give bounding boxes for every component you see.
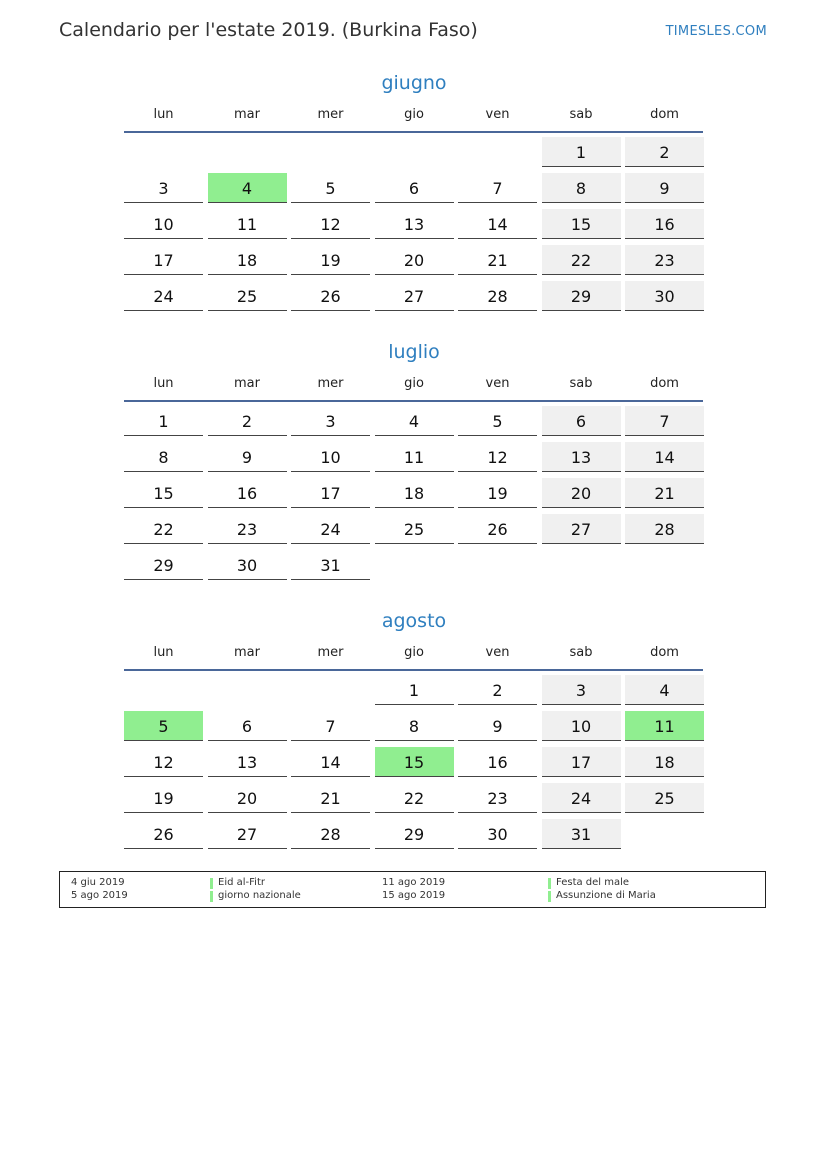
month-august xyxy=(124,607,704,844)
weekday-label: mer xyxy=(317,645,344,660)
day-cell: 4 xyxy=(625,675,704,705)
weekday-label: gio xyxy=(404,645,424,660)
weekday-label: sab xyxy=(569,107,593,122)
day-cell: 3 xyxy=(542,675,621,705)
day-cell: 25 xyxy=(625,783,704,813)
weekday-label: lun xyxy=(153,107,174,122)
day-cell: 6 xyxy=(208,711,287,741)
legend-date: 5 ago 2019 xyxy=(71,890,128,901)
day-cell: 28 xyxy=(291,819,370,849)
header-divider xyxy=(124,131,703,133)
day-cell: 27 xyxy=(208,819,287,849)
weekday-label: lun xyxy=(153,645,174,660)
month-june xyxy=(124,69,704,306)
day-cell: 1 xyxy=(375,675,454,705)
day-cell: 3 xyxy=(291,406,370,436)
day-cell: 21 xyxy=(291,783,370,813)
holiday-day-cell: 11 xyxy=(625,711,704,741)
day-cell: 5 xyxy=(458,406,537,436)
weekday-header-row xyxy=(124,635,704,671)
weekday-label: mar xyxy=(234,645,260,660)
weekday-label: sab xyxy=(569,645,593,660)
month-july xyxy=(124,338,704,575)
legend-holiday-name: Eid al-Fitr xyxy=(218,877,265,888)
day-cell: 9 xyxy=(458,711,537,741)
brand-link[interactable]: TIMESLES.COM xyxy=(665,24,767,39)
day-cell: 16 xyxy=(208,478,287,508)
day-cell: 26 xyxy=(458,514,537,544)
weekday-label: ven xyxy=(485,376,510,391)
day-cell: 11 xyxy=(375,442,454,472)
legend-date: 15 ago 2019 xyxy=(382,890,446,901)
day-cell: 18 xyxy=(375,478,454,508)
day-cell: 5 xyxy=(291,173,370,203)
day-cell: 19 xyxy=(291,245,370,275)
day-cell: 7 xyxy=(458,173,537,203)
day-cell: 13 xyxy=(542,442,621,472)
weekday-label: mar xyxy=(234,107,260,122)
holiday-marker xyxy=(548,891,551,902)
weekday-label: mer xyxy=(317,107,344,122)
day-cell: 26 xyxy=(291,281,370,311)
day-cell: 10 xyxy=(124,209,203,239)
legend-holiday-name: Festa del male xyxy=(556,877,630,888)
day-cell: 28 xyxy=(458,281,537,311)
day-cell: 23 xyxy=(208,514,287,544)
month-title: agosto xyxy=(381,610,447,632)
day-cell: 18 xyxy=(208,245,287,275)
holiday-marker xyxy=(548,878,551,889)
day-cell: 1 xyxy=(124,406,203,436)
day-cell: 20 xyxy=(208,783,287,813)
day-cell: 24 xyxy=(124,281,203,311)
day-cell: 9 xyxy=(208,442,287,472)
day-cell: 30 xyxy=(625,281,704,311)
day-cell: 3 xyxy=(124,173,203,203)
day-cell: 19 xyxy=(458,478,537,508)
day-cell: 12 xyxy=(124,747,203,777)
legend-holiday-name: giorno nazionale xyxy=(218,890,301,901)
day-cell: 23 xyxy=(625,245,704,275)
day-cell: 19 xyxy=(124,783,203,813)
day-cell: 26 xyxy=(124,819,203,849)
weekday-label: gio xyxy=(404,107,424,122)
legend-date: 4 giu 2019 xyxy=(71,877,125,888)
holiday-day-cell: 4 xyxy=(208,173,287,203)
holiday-day-cell: 5 xyxy=(124,711,203,741)
day-cell: 18 xyxy=(625,747,704,777)
day-cell: 22 xyxy=(375,783,454,813)
day-cell: 10 xyxy=(291,442,370,472)
day-cell: 20 xyxy=(375,245,454,275)
day-cell: 10 xyxy=(542,711,621,741)
day-cell: 21 xyxy=(458,245,537,275)
day-cell: 12 xyxy=(291,209,370,239)
day-cell: 2 xyxy=(208,406,287,436)
month-title: luglio xyxy=(388,341,440,363)
holiday-legend xyxy=(59,871,766,908)
day-cell: 21 xyxy=(625,478,704,508)
day-cell: 8 xyxy=(542,173,621,203)
day-cell: 15 xyxy=(124,478,203,508)
day-cell: 12 xyxy=(458,442,537,472)
weekday-header-row xyxy=(124,366,704,402)
day-cell: 25 xyxy=(208,281,287,311)
day-cell: 13 xyxy=(375,209,454,239)
day-cell: 22 xyxy=(124,514,203,544)
day-cell: 14 xyxy=(625,442,704,472)
day-cell: 4 xyxy=(375,406,454,436)
month-title: giugno xyxy=(381,72,447,94)
day-cell: 2 xyxy=(625,137,704,167)
day-cell: 6 xyxy=(375,173,454,203)
weekday-header-row xyxy=(124,97,704,133)
day-cell: 17 xyxy=(542,747,621,777)
day-cell: 24 xyxy=(291,514,370,544)
day-cell: 25 xyxy=(375,514,454,544)
day-cell: 7 xyxy=(625,406,704,436)
day-cell: 1 xyxy=(542,137,621,167)
day-cell: 14 xyxy=(291,747,370,777)
weekday-label: dom xyxy=(650,645,679,660)
legend-holiday-name: Assunzione di Maria xyxy=(556,890,656,901)
weekday-label: dom xyxy=(650,376,679,391)
day-cell: 6 xyxy=(542,406,621,436)
day-cell: 28 xyxy=(625,514,704,544)
day-cell: 29 xyxy=(124,550,203,580)
day-cell: 31 xyxy=(291,550,370,580)
day-cell: 17 xyxy=(291,478,370,508)
day-cell: 17 xyxy=(124,245,203,275)
day-cell: 8 xyxy=(124,442,203,472)
day-cell: 23 xyxy=(458,783,537,813)
holiday-marker xyxy=(210,891,213,902)
day-cell: 27 xyxy=(375,281,454,311)
day-cell: 31 xyxy=(542,819,621,849)
day-cell: 13 xyxy=(208,747,287,777)
weekday-label: mer xyxy=(317,376,344,391)
day-cell: 30 xyxy=(458,819,537,849)
day-cell: 16 xyxy=(625,209,704,239)
day-cell: 29 xyxy=(375,819,454,849)
day-cell: 9 xyxy=(625,173,704,203)
day-cell: 22 xyxy=(542,245,621,275)
header-divider xyxy=(124,400,703,402)
weekday-label: sab xyxy=(569,376,593,391)
day-cell: 2 xyxy=(458,675,537,705)
day-cell: 20 xyxy=(542,478,621,508)
header-divider xyxy=(124,669,703,671)
holiday-day-cell: 15 xyxy=(375,747,454,777)
holiday-marker xyxy=(210,878,213,889)
legend-date: 11 ago 2019 xyxy=(382,877,446,888)
weekday-label: mar xyxy=(234,376,260,391)
weekday-label: gio xyxy=(404,376,424,391)
weekday-label: ven xyxy=(485,645,510,660)
day-cell: 24 xyxy=(542,783,621,813)
weekday-label: ven xyxy=(485,107,510,122)
day-cell: 30 xyxy=(208,550,287,580)
day-cell: 16 xyxy=(458,747,537,777)
day-cell: 29 xyxy=(542,281,621,311)
day-cell: 7 xyxy=(291,711,370,741)
day-cell: 15 xyxy=(542,209,621,239)
day-cell: 14 xyxy=(458,209,537,239)
page-title: Calendario per l'estate 2019. (Burkina Faso) xyxy=(59,19,478,41)
day-cell: 11 xyxy=(208,209,287,239)
weekday-label: dom xyxy=(650,107,679,122)
weekday-label: lun xyxy=(153,376,174,391)
day-cell: 8 xyxy=(375,711,454,741)
day-cell: 27 xyxy=(542,514,621,544)
